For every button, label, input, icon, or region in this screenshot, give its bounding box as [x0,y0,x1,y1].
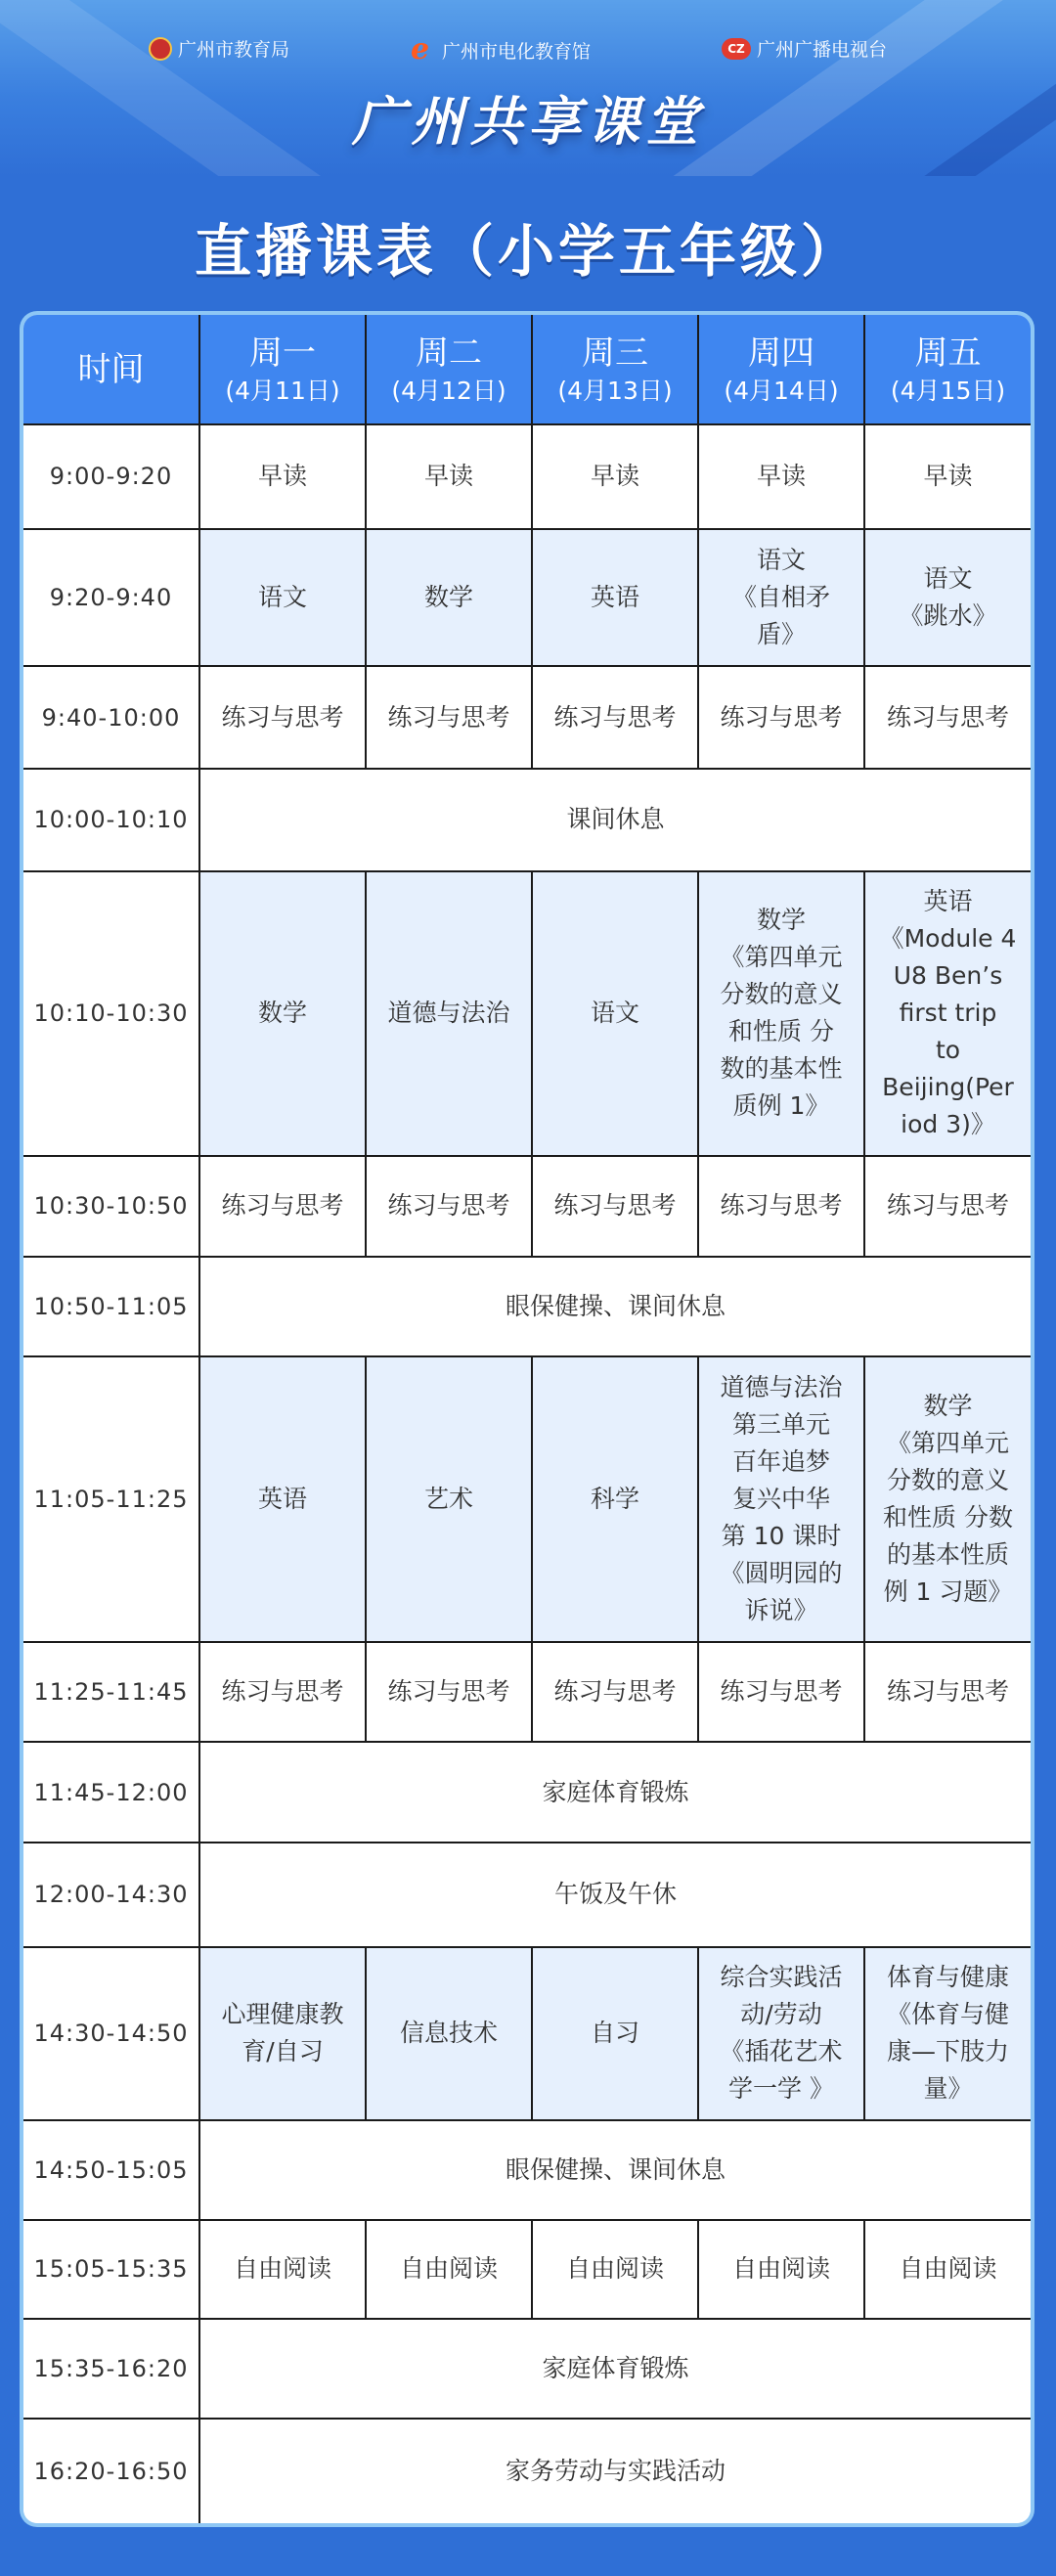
schedule-table [23,315,1031,2523]
lesson-cell: 艺术 [366,1356,532,1642]
header-banner [0,0,1056,176]
lesson-cell: 数学 [199,871,366,1157]
lesson-cell: 道德与法治 [366,871,532,1157]
schedule-row [23,2220,1031,2319]
emblem-icon [149,37,172,61]
lesson-cell: 练习与思考 [199,1642,366,1743]
day-header: 周二 (4月12日) [366,315,532,424]
merged-activity-cell: 家庭体育锻炼 [199,1742,1031,1843]
lesson-cell: 英语 [199,1356,366,1642]
time-slot: 12:00-14:30 [23,1843,199,1947]
lesson-cell: 语文 《自相矛 盾》 [698,529,864,667]
lesson-cell: 早读 [366,424,532,529]
schedule-row [23,1257,1031,1357]
lesson-cell: 数学 [366,529,532,667]
schedule-row [23,2419,1031,2523]
lesson-cell: 练习与思考 [366,1156,532,1257]
schedule-row [23,2120,1031,2221]
lesson-cell: 数学 《第四单元 分数的意义 和性质 分 数的基本性 质例 1》 [698,871,864,1157]
lesson-cell: 道德与法治 第三单元 百年追梦 复兴中华 第 10 课时 《圆明园的 诉说》 [698,1356,864,1642]
time-slot: 14:30-14:50 [23,1947,199,2120]
e-logo-icon: e [411,32,430,67]
lesson-cell: 练习与思考 [864,1156,1031,1257]
schedule-row [23,769,1031,871]
lesson-cell: 练习与思考 [532,1156,698,1257]
lesson-cell: 英语 《Module 4 U8 Ben’s first trip to Beijing(Per iod 3)》 [864,871,1031,1157]
lesson-cell: 信息技术 [366,1947,532,2120]
time-slot: 11:25-11:45 [23,1642,199,1743]
logo-bar [0,32,1056,68]
logo-tv-station [722,35,887,62]
lesson-cell: 练习与思考 [199,666,366,769]
lesson-cell: 自由阅读 [532,2220,698,2319]
lesson-cell: 自习 [532,1947,698,2120]
time-slot: 16:20-16:50 [23,2419,199,2523]
schedule-row [23,1356,1031,1642]
time-slot: 14:50-15:05 [23,2120,199,2221]
time-slot: 15:35-16:20 [23,2319,199,2420]
lesson-cell: 练习与思考 [698,1156,864,1257]
brand-title: 广州共享课堂 [352,91,704,153]
time-slot: 11:05-11:25 [23,1356,199,1642]
time-slot: 11:45-12:00 [23,1742,199,1843]
page-title: 直播课表（小学五年级） [194,218,861,285]
merged-activity-cell: 眼保健操、课间休息 [199,2120,1031,2221]
schedule-row [23,666,1031,769]
merged-activity-cell: 家庭体育锻炼 [199,2319,1031,2420]
time-slot: 10:10-10:30 [23,871,199,1157]
lesson-cell: 练习与思考 [199,1156,366,1257]
time-slot: 10:30-10:50 [23,1156,199,1257]
schedule-row [23,1843,1031,1947]
lesson-cell: 早读 [864,424,1031,529]
lesson-cell: 科学 [532,1356,698,1642]
lesson-cell: 练习与思考 [532,666,698,769]
schedule-row [23,529,1031,667]
lesson-cell: 语文 《跳水》 [864,529,1031,667]
time-slot: 15:05-15:35 [23,2220,199,2319]
time-slot: 9:20-9:40 [23,529,199,667]
lesson-cell: 早读 [532,424,698,529]
day-header: 周三 (4月13日) [532,315,698,424]
merged-activity-cell: 眼保健操、课间休息 [199,1257,1031,1357]
lesson-cell: 心理健康教 育/自习 [199,1947,366,2120]
logo-label: 广州市教育局 [178,39,290,61]
time-column-header: 时间 [23,315,199,424]
cz-logo-icon: CZ [722,38,751,60]
schedule-card [20,311,1034,2527]
schedule-row [23,2319,1031,2420]
logo-label: 广州市电化教育馆 [442,40,592,63]
lesson-cell: 语文 [532,871,698,1157]
lesson-cell: 自由阅读 [864,2220,1031,2319]
lesson-cell: 语文 [199,529,366,667]
merged-activity-cell: 午饭及午休 [199,1843,1031,1947]
schedule-row [23,424,1031,529]
schedule-row [23,871,1031,1157]
logo-label: 广州广播电视台 [757,39,888,61]
lesson-cell: 自由阅读 [366,2220,532,2319]
day-header: 周五 (4月15日) [864,315,1031,424]
lesson-cell: 练习与思考 [366,1642,532,1743]
lesson-cell: 练习与思考 [864,1642,1031,1743]
day-header: 周一 (4月11日) [199,315,366,424]
time-slot: 9:40-10:00 [23,666,199,769]
schedule-row [23,1156,1031,1257]
lesson-cell: 自由阅读 [698,2220,864,2319]
merged-activity-cell: 家务劳动与实践活动 [199,2419,1031,2523]
lesson-cell: 自由阅读 [199,2220,366,2319]
lesson-cell: 英语 [532,529,698,667]
header-row [23,315,1031,424]
lesson-cell: 体育与健康 《体育与健 康—下肢力 量》 [864,1947,1031,2120]
lesson-cell: 早读 [199,424,366,529]
lesson-cell: 练习与思考 [532,1642,698,1743]
day-header: 周四 (4月14日) [698,315,864,424]
logo-education-bureau [149,35,289,62]
lesson-cell: 数学 《第四单元 分数的意义 和性质 分数 的基本性质 例 1 习题》 [864,1356,1031,1642]
lesson-cell: 练习与思考 [864,666,1031,769]
lesson-cell: 练习与思考 [698,1642,864,1743]
lesson-cell: 练习与思考 [698,666,864,769]
schedule-row [23,1742,1031,1843]
schedule-row [23,1947,1031,2120]
time-slot: 9:00-9:20 [23,424,199,529]
logo-audiovisual-center [411,32,592,67]
lesson-cell: 综合实践活 动/劳动 《插花艺术 学一学 》 [698,1947,864,2120]
time-slot: 10:50-11:05 [23,1257,199,1357]
lesson-cell: 练习与思考 [366,666,532,769]
lesson-cell: 早读 [698,424,864,529]
merged-activity-cell: 课间休息 [199,769,1031,871]
time-slot: 10:00-10:10 [23,769,199,871]
schedule-row [23,1642,1031,1743]
